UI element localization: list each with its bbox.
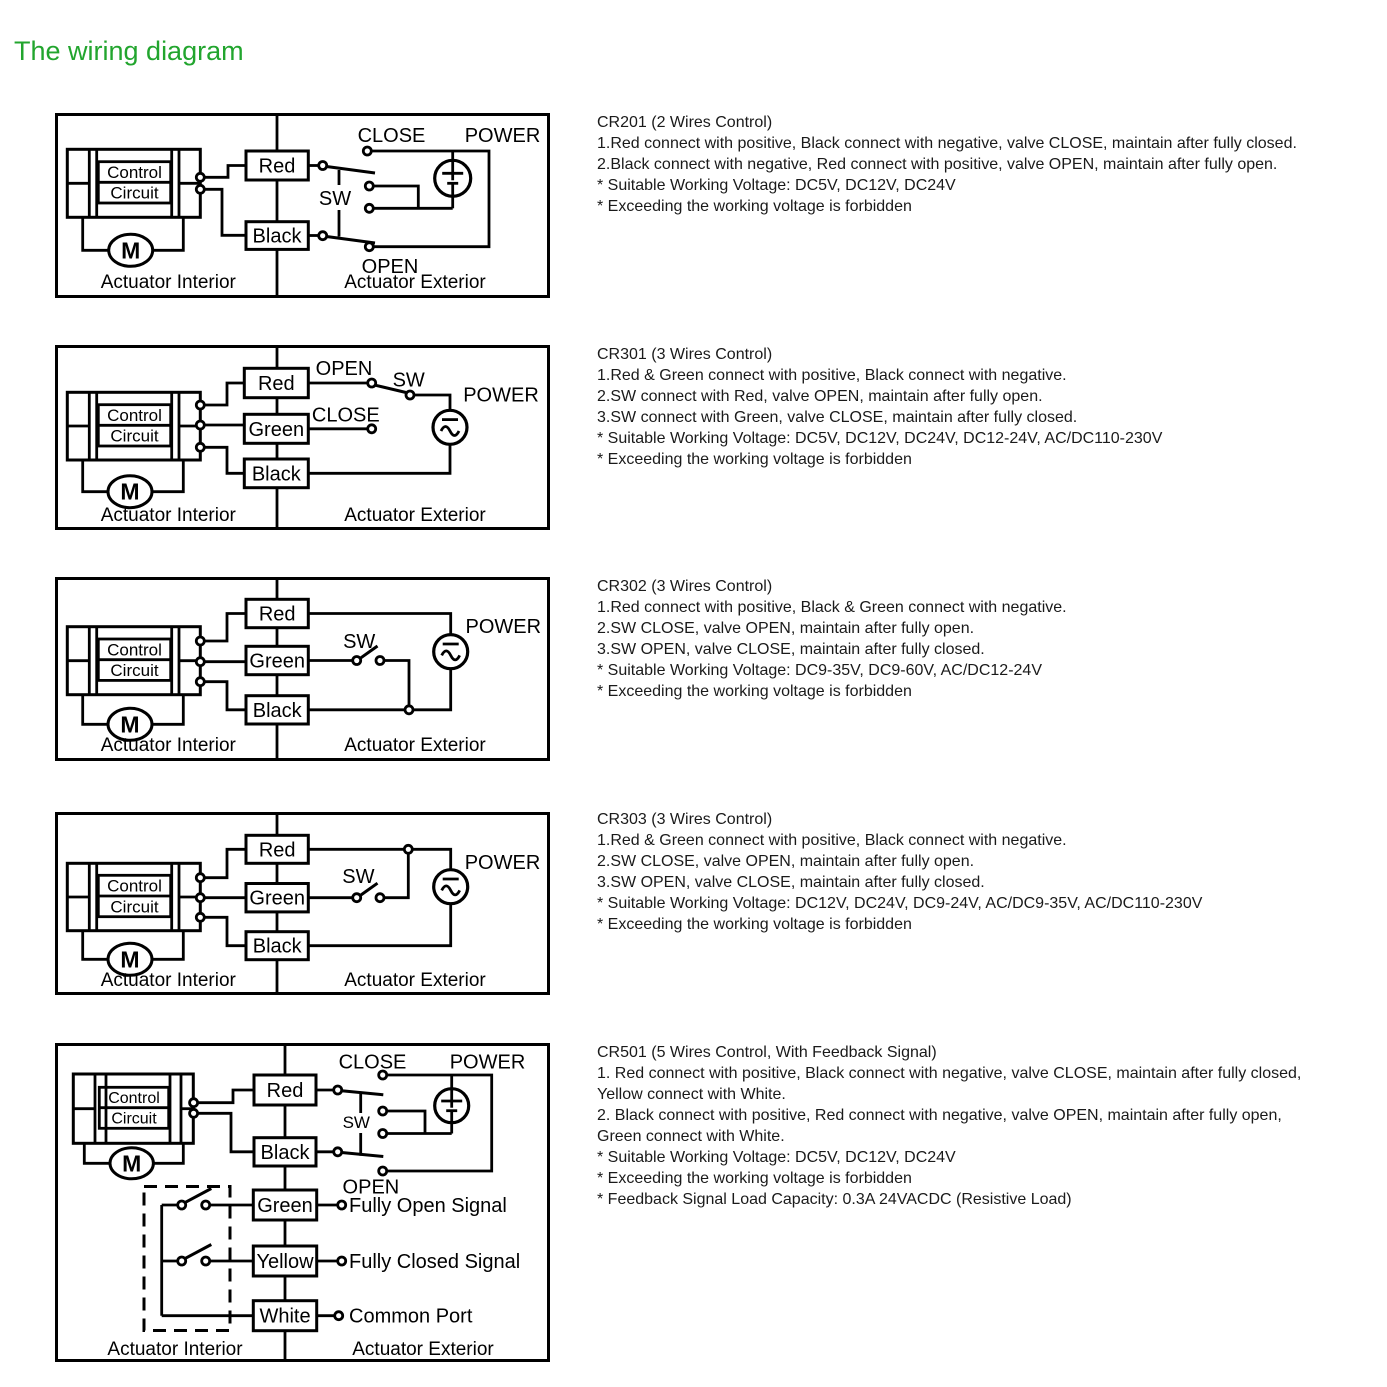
actuator-interior-label: Actuator Interior	[100, 505, 236, 526]
cr501-control-circuit-block	[73, 1074, 193, 1143]
description-line: CR303 (3 Wires Control)	[597, 811, 773, 828]
actuator-exterior-label: Actuator Exterior	[344, 272, 486, 293]
red-wire-label: Red	[258, 603, 296, 626]
black-wire-label: Black	[252, 225, 302, 248]
control-label: Control	[107, 876, 162, 896]
description-line: * Exceeding the working voltage is forbidden	[597, 683, 912, 700]
white-wire-label: White	[259, 1305, 311, 1328]
sw-label: SW	[392, 369, 425, 392]
description-line: 2.SW CLOSE, valve OPEN, maintain after fully open.	[597, 853, 975, 870]
sw-label: SW	[318, 188, 352, 210]
circuit-label: Circuit	[111, 1110, 157, 1128]
red-wire-label: Red	[258, 839, 296, 862]
green-wire-label: Green	[248, 418, 305, 441]
cr501-wiring-diagram	[55, 1043, 550, 1363]
circuit-label: Circuit	[110, 183, 159, 203]
green-wire-label: Green	[257, 1195, 313, 1217]
red-wire-label: Red	[258, 155, 296, 178]
description-line: * Suitable Working Voltage: DC12V, DC24V, DC9-24V, AC/DC9-35V, AC/DC110-230V	[597, 895, 1203, 912]
actuator-exterior-label: Actuator Exterior	[344, 735, 486, 756]
cr302-motor	[83, 695, 184, 741]
description-line: 1.Red & Green connect with positive, Black connect with negative.	[597, 832, 1067, 849]
cr303-wires	[200, 849, 450, 945]
cr301-description	[597, 344, 1162, 470]
circuit-label: Circuit	[110, 426, 159, 446]
green-wire-label: Green	[249, 887, 305, 910]
dc-power-source-icon	[435, 160, 471, 196]
cr302-description	[597, 576, 1067, 702]
dc-power-source-icon	[435, 1089, 469, 1123]
cr501-feedback-switch-block	[144, 1187, 253, 1331]
black-wire-label: Black	[252, 935, 302, 958]
cr303-control-circuit-block	[67, 863, 200, 930]
cr201-control-circuit-block	[67, 149, 200, 217]
actuator-exterior-label: Actuator Exterior	[344, 970, 486, 991]
common-port-label: Common Port	[349, 1305, 473, 1328]
cr501-description	[597, 1042, 1301, 1210]
cr301-motor	[83, 460, 184, 508]
motor-label: M	[122, 1150, 142, 1177]
black-wire-label: Black	[260, 1141, 310, 1164]
power-label: POWER	[464, 125, 541, 147]
description-line: * Feedback Signal Load Capacity: 0.3A 24VACDC (Resistive Load)	[597, 1191, 1072, 1208]
cr302-wires	[200, 614, 450, 710]
motor-label: M	[120, 711, 140, 738]
close-label: CLOSE	[338, 1051, 407, 1074]
description-line: * Suitable Working Voltage: DC5V, DC12V, DC24V	[597, 1149, 956, 1166]
cr501-signal-wires	[317, 1205, 338, 1316]
description-line: 1.Red connect with positive, Black & Green connect with negative.	[597, 599, 1067, 616]
description-line: * Suitable Working Voltage: DC5V, DC12V, DC24V, DC12-24V, AC/DC110-230V	[597, 430, 1163, 447]
control-label: Control	[107, 406, 162, 425]
fully-closed-signal-label: Fully Closed Signal	[349, 1251, 521, 1273]
sw-label: SW	[342, 1113, 370, 1132]
actuator-exterior-label: Actuator Exterior	[352, 1339, 494, 1360]
description-line: 3.SW OPEN, valve CLOSE, maintain after fully closed.	[597, 641, 985, 658]
cr301-control-circuit-block	[67, 392, 200, 460]
description-line: 1. Red connect with positive, Black connect with negative, valve CLOSE, maintain after fully closed,	[597, 1065, 1302, 1082]
description-line: CR201 (2 Wires Control)	[597, 114, 773, 131]
cr302-wiring-diagram	[55, 577, 550, 762]
cr303-wiring-diagram	[55, 812, 550, 997]
open-label: OPEN	[361, 256, 419, 278]
ac-power-source-icon	[434, 635, 468, 669]
description-line: 2.Black connect with negative, Red connect with positive, valve OPEN, maintain after fully open.	[597, 156, 1278, 173]
description-line: 2.SW CLOSE, valve OPEN, maintain after fully open.	[597, 620, 975, 637]
description-line: Yellow connect with White.	[597, 1086, 786, 1103]
actuator-interior-label: Actuator Interior	[100, 970, 236, 991]
ac-power-source-icon	[434, 870, 468, 904]
sw-label: SW	[342, 866, 375, 888]
black-wire-label: Black	[251, 463, 301, 486]
description-line: CR501 (5 Wires Control, With Feedback Signal)	[597, 1044, 937, 1061]
actuator-interior-label: Actuator Interior	[100, 272, 236, 293]
motor-label: M	[120, 946, 140, 973]
actuator-interior-label: Actuator Interior	[100, 735, 236, 756]
red-wire-label: Red	[266, 1080, 304, 1102]
description-line: CR302 (3 Wires Control)	[597, 578, 773, 595]
circuit-label: Circuit	[110, 661, 159, 680]
power-label: POWER	[464, 852, 541, 874]
cr201-wiring-diagram	[55, 113, 550, 298]
yellow-wire-label: Yellow	[256, 1251, 314, 1273]
close-label: CLOSE	[311, 404, 380, 427]
cr201-description	[597, 112, 1297, 217]
description-line: * Exceeding the working voltage is forbidden	[597, 916, 912, 933]
description-line: * Exceeding the working voltage is forbidden	[597, 451, 912, 468]
description-line: * Suitable Working Voltage: DC5V, DC12V, DC24V	[597, 177, 956, 194]
description-line: * Suitable Working Voltage: DC9-35V, DC9-60V, AC/DC12-24V	[597, 662, 1042, 679]
description-line: 1.Red & Green connect with positive, Black connect with negative.	[597, 367, 1067, 384]
cr303-description	[597, 809, 1202, 935]
cr303-motor	[83, 931, 184, 976]
actuator-interior-label: Actuator Interior	[107, 1339, 243, 1360]
green-wire-label: Green	[249, 650, 305, 673]
ac-power-source-icon	[433, 410, 467, 444]
description-line: CR301 (3 Wires Control)	[597, 346, 773, 363]
description-line: 2. Black connect with positive, Red connect with negative, valve OPEN, maintain after fully open,	[597, 1107, 1282, 1124]
cr302-control-circuit-block	[67, 627, 200, 695]
red-wire-label: Red	[257, 373, 295, 395]
power-label: POWER	[465, 616, 542, 638]
cr201-motor	[83, 217, 184, 266]
power-label: POWER	[449, 1051, 526, 1074]
black-wire-label: Black	[252, 699, 302, 722]
power-label: POWER	[463, 384, 539, 407]
open-label: OPEN	[315, 358, 373, 380]
sw-label: SW	[343, 631, 376, 653]
description-line: 2.SW connect with Red, valve OPEN, maintain after fully open.	[597, 388, 1043, 405]
close-label: CLOSE	[357, 125, 426, 147]
description-line: * Exceeding the working voltage is forbidden	[597, 1170, 912, 1187]
actuator-exterior-label: Actuator Exterior	[344, 505, 486, 526]
motor-label: M	[120, 478, 140, 505]
page-title: The wiring diagram	[14, 36, 244, 66]
control-label: Control	[107, 640, 162, 660]
circuit-label: Circuit	[110, 897, 159, 917]
control-label: Control	[107, 163, 162, 182]
cr501-motor	[84, 1143, 183, 1179]
open-label: OPEN	[342, 1176, 400, 1199]
description-line: 1.Red connect with positive, Black connect with negative, valve CLOSE, maintain after fully closed.	[597, 135, 1297, 152]
description-line: Green connect with White.	[597, 1128, 785, 1145]
fully-open-signal-label: Fully Open Signal	[349, 1195, 507, 1217]
motor-label: M	[121, 237, 141, 264]
description-line: 3.SW OPEN, valve CLOSE, maintain after fully closed.	[597, 874, 985, 891]
description-line: * Exceeding the working voltage is forbidden	[597, 198, 912, 215]
control-label: Control	[108, 1090, 160, 1107]
description-line: 3.SW connect with Green, valve CLOSE, maintain after fully closed.	[597, 409, 1078, 426]
cr301-wiring-diagram	[55, 345, 550, 530]
